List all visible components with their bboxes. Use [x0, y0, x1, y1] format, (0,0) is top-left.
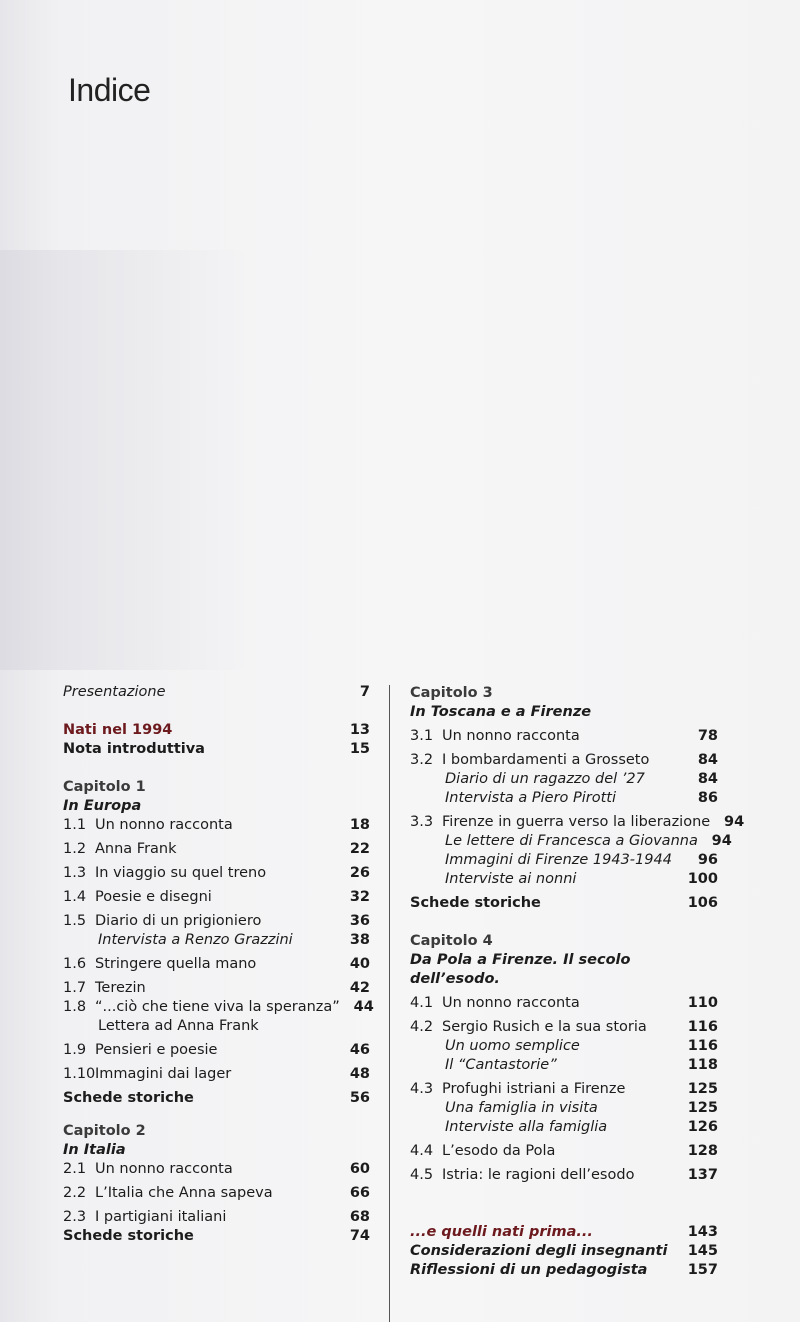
entry-page: 96: [697, 852, 718, 868]
section-number: 3.1: [410, 728, 434, 744]
section-number: 1.1: [63, 817, 87, 833]
page-title: Indice: [68, 72, 151, 108]
toc-entry[interactable]: [410, 994, 718, 1013]
section-number: 1.9: [63, 1042, 87, 1058]
entry-page: 56: [349, 1090, 370, 1106]
entry-page: 42: [349, 980, 370, 996]
entry-page: 78: [697, 728, 718, 744]
chapter-subtitle: In Europa: [63, 798, 142, 814]
entry-page: 74: [349, 1228, 370, 1244]
section-number: 2.3: [63, 1209, 87, 1225]
entry-page: 118: [687, 1057, 718, 1073]
entry-page: 126: [687, 1119, 718, 1135]
section-number: 1.3: [63, 865, 87, 881]
bleed-through-shadow: [0, 250, 250, 670]
toc-entry[interactable]: [63, 955, 370, 974]
section-number: 4.4: [410, 1143, 434, 1159]
toc-entry[interactable]: [63, 840, 370, 859]
toc-entry-schede[interactable]: [410, 894, 718, 913]
toc-entry[interactable]: [63, 979, 370, 998]
entry-page: 36: [349, 913, 370, 929]
entry-label: Immagini di Firenze 1943-1944: [445, 852, 672, 868]
entry-page: 7: [359, 684, 370, 700]
entry-label: Le lettere di Francesca a Giovanna: [445, 833, 698, 849]
chapter-heading: Capitolo 1: [63, 779, 146, 795]
entry-label: Considerazioni degli insegnanti: [410, 1243, 668, 1259]
entry-label: Un nonno racconta: [95, 817, 233, 833]
entry-label: Sergio Rusich e la sua storia: [442, 1019, 647, 1035]
section-number: 1.4: [63, 889, 87, 905]
entry-page: 40: [349, 956, 370, 972]
entry-label: In viaggio su quel treno: [95, 865, 267, 881]
toc-entry[interactable]: [63, 888, 370, 907]
entry-page: 84: [697, 752, 718, 768]
entry-page: 125: [687, 1100, 718, 1116]
toc-right-column: [410, 684, 745, 1280]
entry-page: 48: [349, 1066, 370, 1082]
toc-entry-considerazioni[interactable]: [410, 1242, 718, 1261]
toc-subentry[interactable]: [410, 832, 732, 851]
toc-entry-riflessioni[interactable]: [410, 1261, 718, 1280]
entry-label: Poesie e disegni: [95, 889, 212, 905]
toc-entry[interactable]: [63, 998, 374, 1017]
entry-label: ...e quelli nati prima...: [410, 1224, 593, 1240]
section-number: 1.6: [63, 956, 87, 972]
entry-label: Lettera ad Anna Frank: [98, 1018, 259, 1034]
toc-subentry[interactable]: [410, 1118, 718, 1137]
entry-page: 94: [711, 833, 732, 849]
entry-page: 13: [349, 722, 370, 738]
entry-page: 66: [349, 1185, 370, 1201]
section-number: 4.2: [410, 1019, 434, 1035]
chapter-heading: Capitolo 2: [63, 1123, 146, 1139]
entry-label: Intervista a Piero Pirotti: [445, 790, 617, 806]
toc-subentry[interactable]: [410, 770, 718, 789]
toc-entry-nati-prima[interactable]: [410, 1223, 718, 1242]
entry-label: Stringere quella mano: [95, 956, 257, 972]
toc-entry[interactable]: [63, 1184, 370, 1203]
toc-entry[interactable]: [63, 912, 370, 931]
entry-page: 116: [687, 1038, 718, 1054]
toc-entry[interactable]: [410, 1080, 718, 1099]
entry-label: Diario di un prigioniero: [95, 913, 262, 929]
entry-label: Un nonno racconta: [442, 995, 580, 1011]
entry-label: Pensieri e poesie: [95, 1042, 218, 1058]
entry-page: 125: [687, 1081, 718, 1097]
entry-label: Un nonno racconta: [95, 1161, 233, 1177]
toc-entry-nota[interactable]: [63, 740, 370, 759]
entry-label: Schede storiche: [410, 895, 541, 911]
toc-subentry[interactable]: [410, 1056, 718, 1075]
chapter-subtitle: In Italia: [63, 1142, 126, 1158]
entry-page: 137: [687, 1167, 718, 1183]
toc-subentry[interactable]: [410, 789, 718, 808]
entry-page: 22: [349, 841, 370, 857]
entry-label: Un uomo semplice: [445, 1038, 580, 1054]
entry-label: L’Italia che Anna sapeva: [95, 1185, 273, 1201]
section-number: 3.2: [410, 752, 434, 768]
entry-label: I bombardamenti a Grosseto: [442, 752, 650, 768]
entry-label: Nati nel 1994: [63, 722, 173, 738]
toc-subentry[interactable]: [410, 870, 718, 889]
entry-page: 15: [349, 741, 370, 757]
toc-entry-schede[interactable]: [63, 1227, 370, 1246]
entry-page: 38: [349, 932, 370, 948]
entry-label: Nota introduttiva: [63, 741, 205, 757]
section-number: 1.10: [63, 1066, 96, 1082]
toc-entry[interactable]: [63, 864, 370, 883]
entry-page: 18: [349, 817, 370, 833]
entry-label: Anna Frank: [95, 841, 177, 857]
section-number: 3.3: [410, 814, 434, 830]
entry-label: Profughi istriani a Firenze: [442, 1081, 626, 1097]
toc-left-column: [63, 683, 374, 1246]
toc-entry-nati-1994[interactable]: [63, 721, 370, 740]
toc-entry[interactable]: [410, 1018, 718, 1037]
entry-label: Firenze in guerra verso la liberazione: [442, 814, 711, 830]
entry-label: Istria: le ragioni dell’esodo: [442, 1167, 635, 1183]
toc-subentry[interactable]: [63, 1017, 370, 1036]
section-number: 4.3: [410, 1081, 434, 1097]
entry-page: 145: [687, 1243, 718, 1259]
toc-entry[interactable]: [63, 1041, 370, 1060]
toc-subentry[interactable]: [410, 851, 718, 870]
toc-entry[interactable]: [63, 1208, 370, 1227]
entry-page: 106: [687, 895, 718, 911]
toc-entry[interactable]: [63, 1160, 370, 1179]
entry-label: Schede storiche: [63, 1228, 194, 1244]
entry-label: “...ciò che tiene viva la speranza”: [95, 999, 340, 1015]
section-number: 2.2: [63, 1185, 87, 1201]
section-number: 2.1: [63, 1161, 87, 1177]
chapter-subtitle: Da Pola a Firenze. Il secolo dell’esodo.: [410, 952, 631, 987]
entry-label: Terezin: [95, 980, 146, 996]
entry-label: Schede storiche: [63, 1090, 194, 1106]
section-number: 1.8: [63, 999, 87, 1015]
entry-label: Un nonno racconta: [442, 728, 580, 744]
entry-label: Riflessioni di un pedagogista: [410, 1262, 648, 1278]
entry-label: Intervista a Renzo Grazzini: [98, 932, 293, 948]
entry-page: 84: [697, 771, 718, 787]
toc-entry[interactable]: [410, 1166, 718, 1185]
entry-label: Interviste alla famiglia: [445, 1119, 608, 1135]
entry-page: 110: [687, 995, 718, 1011]
entry-page: 116: [687, 1019, 718, 1035]
entry-label: Presentazione: [63, 684, 166, 700]
toc-entry[interactable]: [410, 813, 745, 832]
entry-label: Interviste ai nonni: [445, 871, 577, 887]
entry-label: L’esodo da Pola: [442, 1143, 556, 1159]
entry-page: 143: [687, 1224, 718, 1240]
column-divider: [389, 685, 390, 1322]
entry-page: 157: [687, 1262, 718, 1278]
entry-page: 94: [724, 814, 745, 830]
toc-entry[interactable]: [410, 727, 718, 746]
toc-subentry[interactable]: [410, 1037, 718, 1056]
toc-subentry[interactable]: [63, 931, 370, 950]
toc-entry[interactable]: [410, 751, 718, 770]
entry-page: 26: [349, 865, 370, 881]
chapter-heading: Capitolo 3: [410, 685, 493, 701]
section-number: 4.5: [410, 1167, 434, 1183]
entry-page: 60: [349, 1161, 370, 1177]
entry-page: 128: [687, 1143, 718, 1159]
entry-label: I partigiani italiani: [95, 1209, 227, 1225]
toc-entry[interactable]: [63, 1065, 370, 1084]
toc-entry[interactable]: [63, 816, 370, 835]
entry-page: 32: [349, 889, 370, 905]
entry-page: 86: [697, 790, 718, 806]
toc-entry-schede[interactable]: [63, 1089, 370, 1108]
entry-label: Una famiglia in visita: [445, 1100, 598, 1116]
chapter-heading: Capitolo 4: [410, 933, 493, 949]
entry-page: 46: [349, 1042, 370, 1058]
toc-entry-presentazione[interactable]: [63, 683, 370, 702]
entry-page: 100: [687, 871, 718, 887]
entry-label: Immagini dai lager: [95, 1066, 232, 1082]
entry-label: Il “Cantastorie”: [445, 1057, 557, 1073]
section-number: 1.5: [63, 913, 87, 929]
section-number: 1.7: [63, 980, 87, 996]
entry-page: 44: [353, 999, 374, 1015]
toc-entry[interactable]: [410, 1142, 718, 1161]
section-number: 1.2: [63, 841, 87, 857]
chapter-subtitle: In Toscana e a Firenze: [410, 704, 592, 720]
entry-label: Diario di un ragazzo del ’27: [445, 771, 645, 787]
section-number: 4.1: [410, 995, 434, 1011]
entry-page: 68: [349, 1209, 370, 1225]
toc-subentry[interactable]: [410, 1099, 718, 1118]
